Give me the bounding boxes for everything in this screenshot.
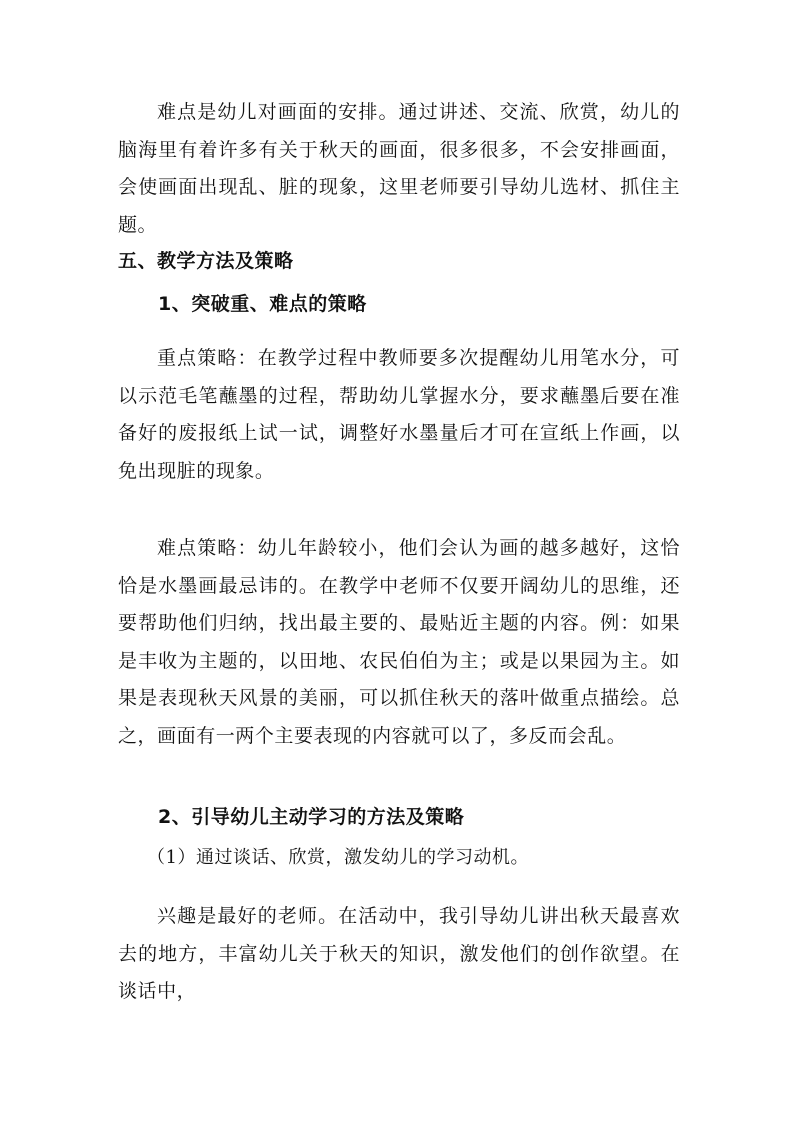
list-item-one: （1）通过谈话、欣赏，激发幼儿的学习动机。 <box>147 847 529 868</box>
paragraph-difficulty: 难点是幼儿对画面的安排。通过讲述、交流、欣赏，幼儿的脑海里有着许多有关于秋天的画面，很多很多，不会安排画面，会使画面出现乱、脏的现象，这里老师要引导幼儿选材、抓住主题。 <box>118 101 680 236</box>
paragraph-key-strategy: 重点策略：在教学过程中教师要多次提醒幼儿用笔水分，可以示范毛笔蘸墨的过程，帮助幼儿掌握水分，要求蘸墨后要在准备好的废报纸上试一试，调整好水墨量后才可在宣纸上作画，以免出现脏的现象。 <box>118 347 680 482</box>
section-heading-teaching-methods: 五、教学方法及策略 <box>118 250 294 272</box>
subsection-heading-active-learning: 2、引导幼儿主动学习的方法及策略 <box>158 806 465 828</box>
paragraph-difficulty-strategy: 难点策略：幼儿年龄较小，他们会认为画的越多越好，这恰恰是水墨画最忌讳的。在教学中老师不仅要开阔幼儿的思维，还要帮助他们归纳，找出最主要的、最贴近主题的内容。例：如果是丰收为主题的，以田地、农民伯伯为主；或是以果园为主。如果是表现秋天风景的美丽，可以抓住秋天的落叶做重点描绘。总之，画面有一两个主要表现的内容就可以了，多反而会乱。 <box>118 537 680 747</box>
subsection-heading-key-difficult-points: 1、突破重、难点的策略 <box>158 293 367 315</box>
paragraph-interest: 兴趣是最好的老师。在活动中，我引导幼儿讲出秋天最喜欢去的地方，丰富幼儿关于秋天的知识，激发他们的创作欲望。在谈话中， <box>118 905 680 1002</box>
